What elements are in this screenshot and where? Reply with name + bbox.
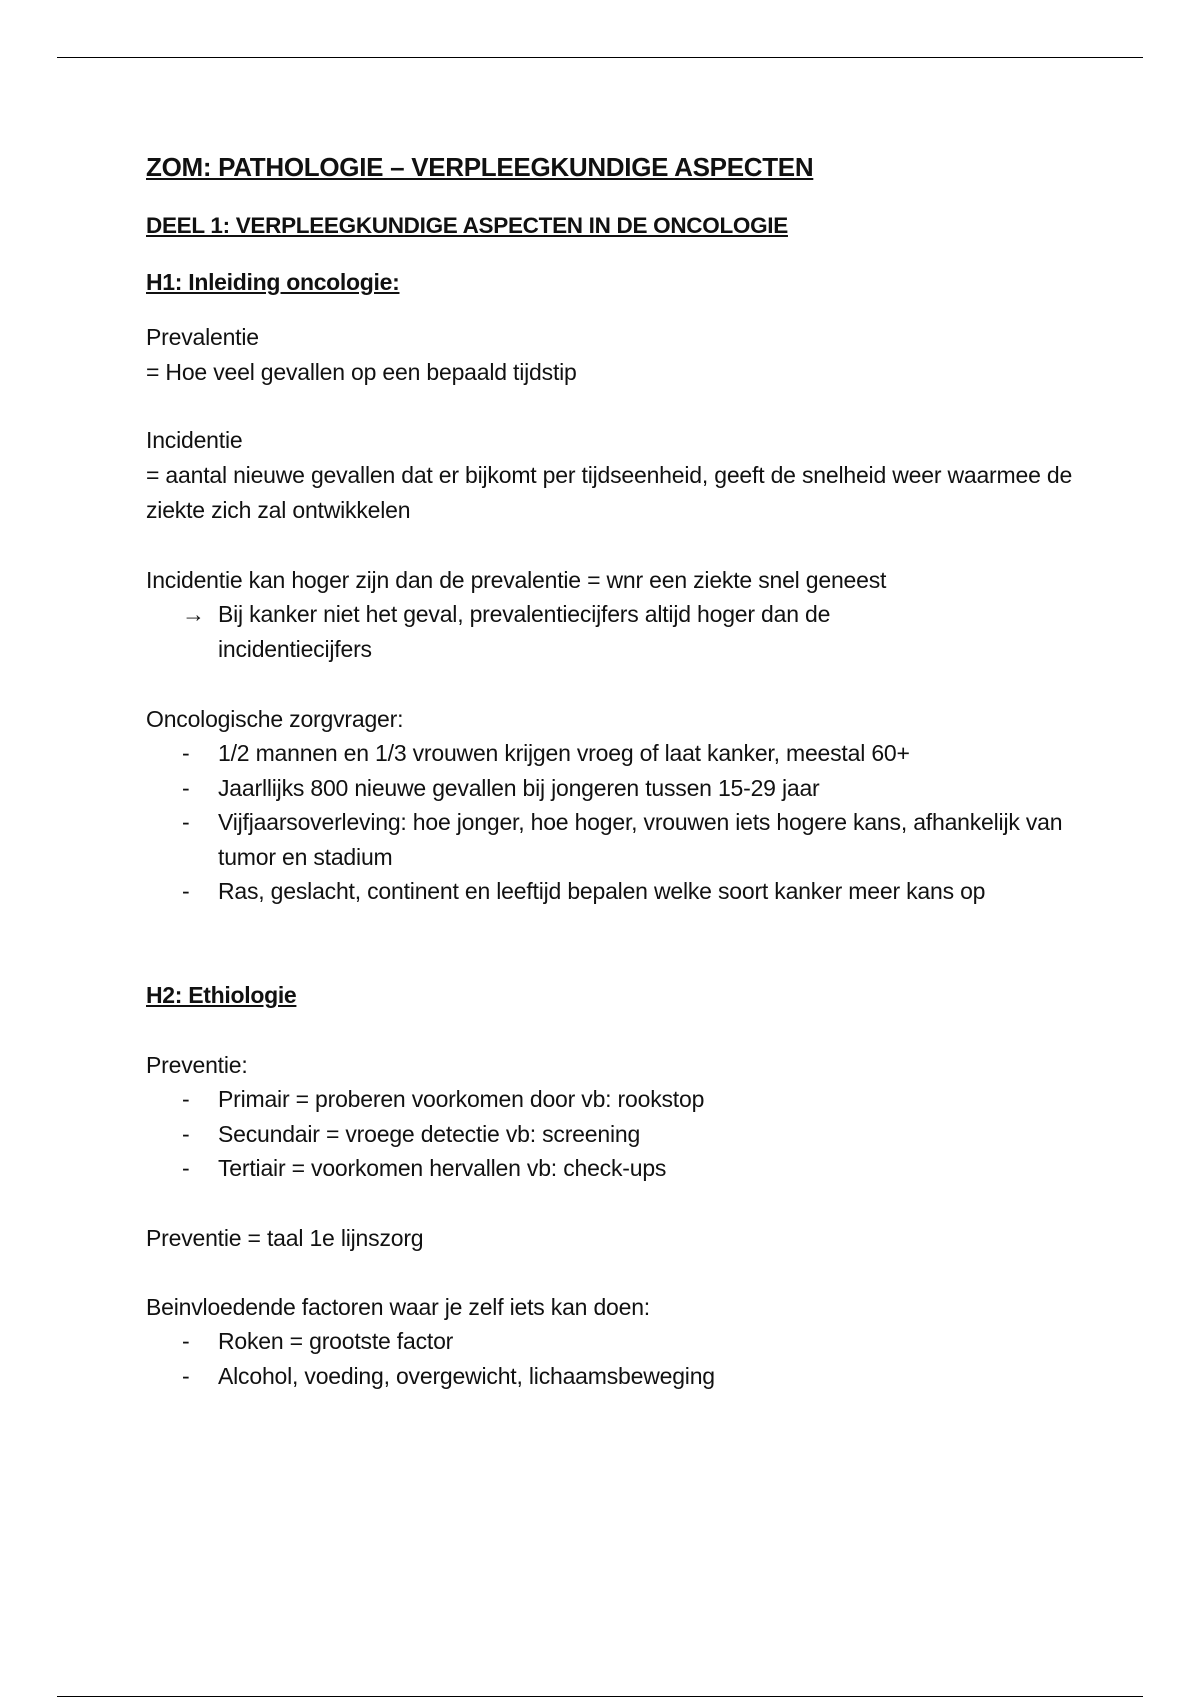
list-item-text: Alcohol, voeding, overgewicht, lichaamsbeweging xyxy=(218,1362,715,1389)
list-item-text: 1/2 mannen en 1/3 vrouwen krijgen vroeg of laat kanker, meestal 60+ xyxy=(218,740,910,766)
bullet-dash: - xyxy=(182,878,190,904)
list-item xyxy=(146,1117,1118,1152)
bullet-dash: - xyxy=(182,1328,190,1354)
list-item xyxy=(146,1324,1118,1359)
list-item-text: Secundair = vroege detectie vb: screening xyxy=(218,1120,641,1147)
document-title: ZOM: PATHOLOGIE – VERPLEEGKUNDIGE ASPECTEN xyxy=(146,152,814,182)
section-heading-h1: H1: Inleiding oncologie: xyxy=(146,269,400,295)
list-item xyxy=(146,874,1118,909)
preventie-note: Preventie = taal 1e lijnszorg xyxy=(146,1225,424,1251)
incidentie-definition: = aantal nieuwe gevallen dat er bijkomt per tijdseenheid, geeft de snelheid weer waarmee de ziekte zich zal ontwikkelen xyxy=(146,462,1073,523)
list-item xyxy=(146,771,1118,806)
list-item-text: Jaarllijks 800 nieuwe gevallen bij jongeren tussen 15-29 jaar xyxy=(218,774,820,801)
list-item-text: Tertiair = voorkomen hervallen vb: check-ups xyxy=(218,1155,667,1181)
factoren-list xyxy=(146,1324,1106,1393)
bullet-dash: - xyxy=(182,1120,190,1147)
zorgvrager-label: Oncologische zorgvrager: xyxy=(146,706,404,732)
list-item xyxy=(146,805,1078,874)
bullet-dash: - xyxy=(182,774,190,801)
preventie-label: Preventie: xyxy=(146,1052,248,1078)
zorgvrager-list xyxy=(146,736,1106,909)
bullet-dash: - xyxy=(182,809,190,835)
list-item xyxy=(146,1082,1118,1117)
list-item-text: Primair = proberen voorkomen door vb: rookstop xyxy=(218,1086,705,1112)
incidentie-note: Incidentie kan hoger zijn dan de prevalentie = wnr een ziekte snel geneest xyxy=(146,567,887,593)
bullet-dash: - xyxy=(182,740,190,766)
section-heading-h2: H2: Ethiologie xyxy=(146,982,297,1008)
bullet-dash: - xyxy=(182,1086,190,1112)
prevalentie-term: Prevalentie xyxy=(146,324,259,350)
factoren-label: Beinvloedende factoren waar je zelf iets kan doen: xyxy=(146,1294,650,1320)
bullet-dash: - xyxy=(182,1155,190,1181)
part-heading: DEEL 1: VERPLEEGKUNDIGE ASPECTEN IN DE ONCOLOGIE xyxy=(146,213,788,238)
bullet-dash: - xyxy=(182,1362,190,1389)
bottom-rule xyxy=(57,1696,1143,1697)
arrow-note-text: Bij kanker niet het geval, prevalentiecijfers altijd hoger dan de incidentiecijfers xyxy=(218,601,831,662)
arrow-note-item xyxy=(146,597,978,666)
list-item-text: Vijfjaarsoverleving: hoe jonger, hoe hoger, vrouwen iets hogere kans, afhankelijk van tumor en stadium xyxy=(218,809,1063,870)
list-item-text: Ras, geslacht, continent en leeftijd bepalen welke soort kanker meer kans op xyxy=(218,878,986,904)
incidentie-term: Incidentie xyxy=(146,427,243,453)
prevalentie-definition: = Hoe veel gevallen op een bepaald tijdstip xyxy=(146,359,577,385)
list-item xyxy=(146,1359,1118,1394)
preventie-list xyxy=(146,1082,1106,1186)
arrow-right-icon: → xyxy=(182,601,205,627)
list-item xyxy=(146,1151,1118,1186)
list-item-text: Roken = grootste factor xyxy=(218,1328,454,1354)
top-rule xyxy=(57,57,1143,58)
list-item xyxy=(146,736,1118,771)
arrow-note-list xyxy=(146,597,1106,666)
